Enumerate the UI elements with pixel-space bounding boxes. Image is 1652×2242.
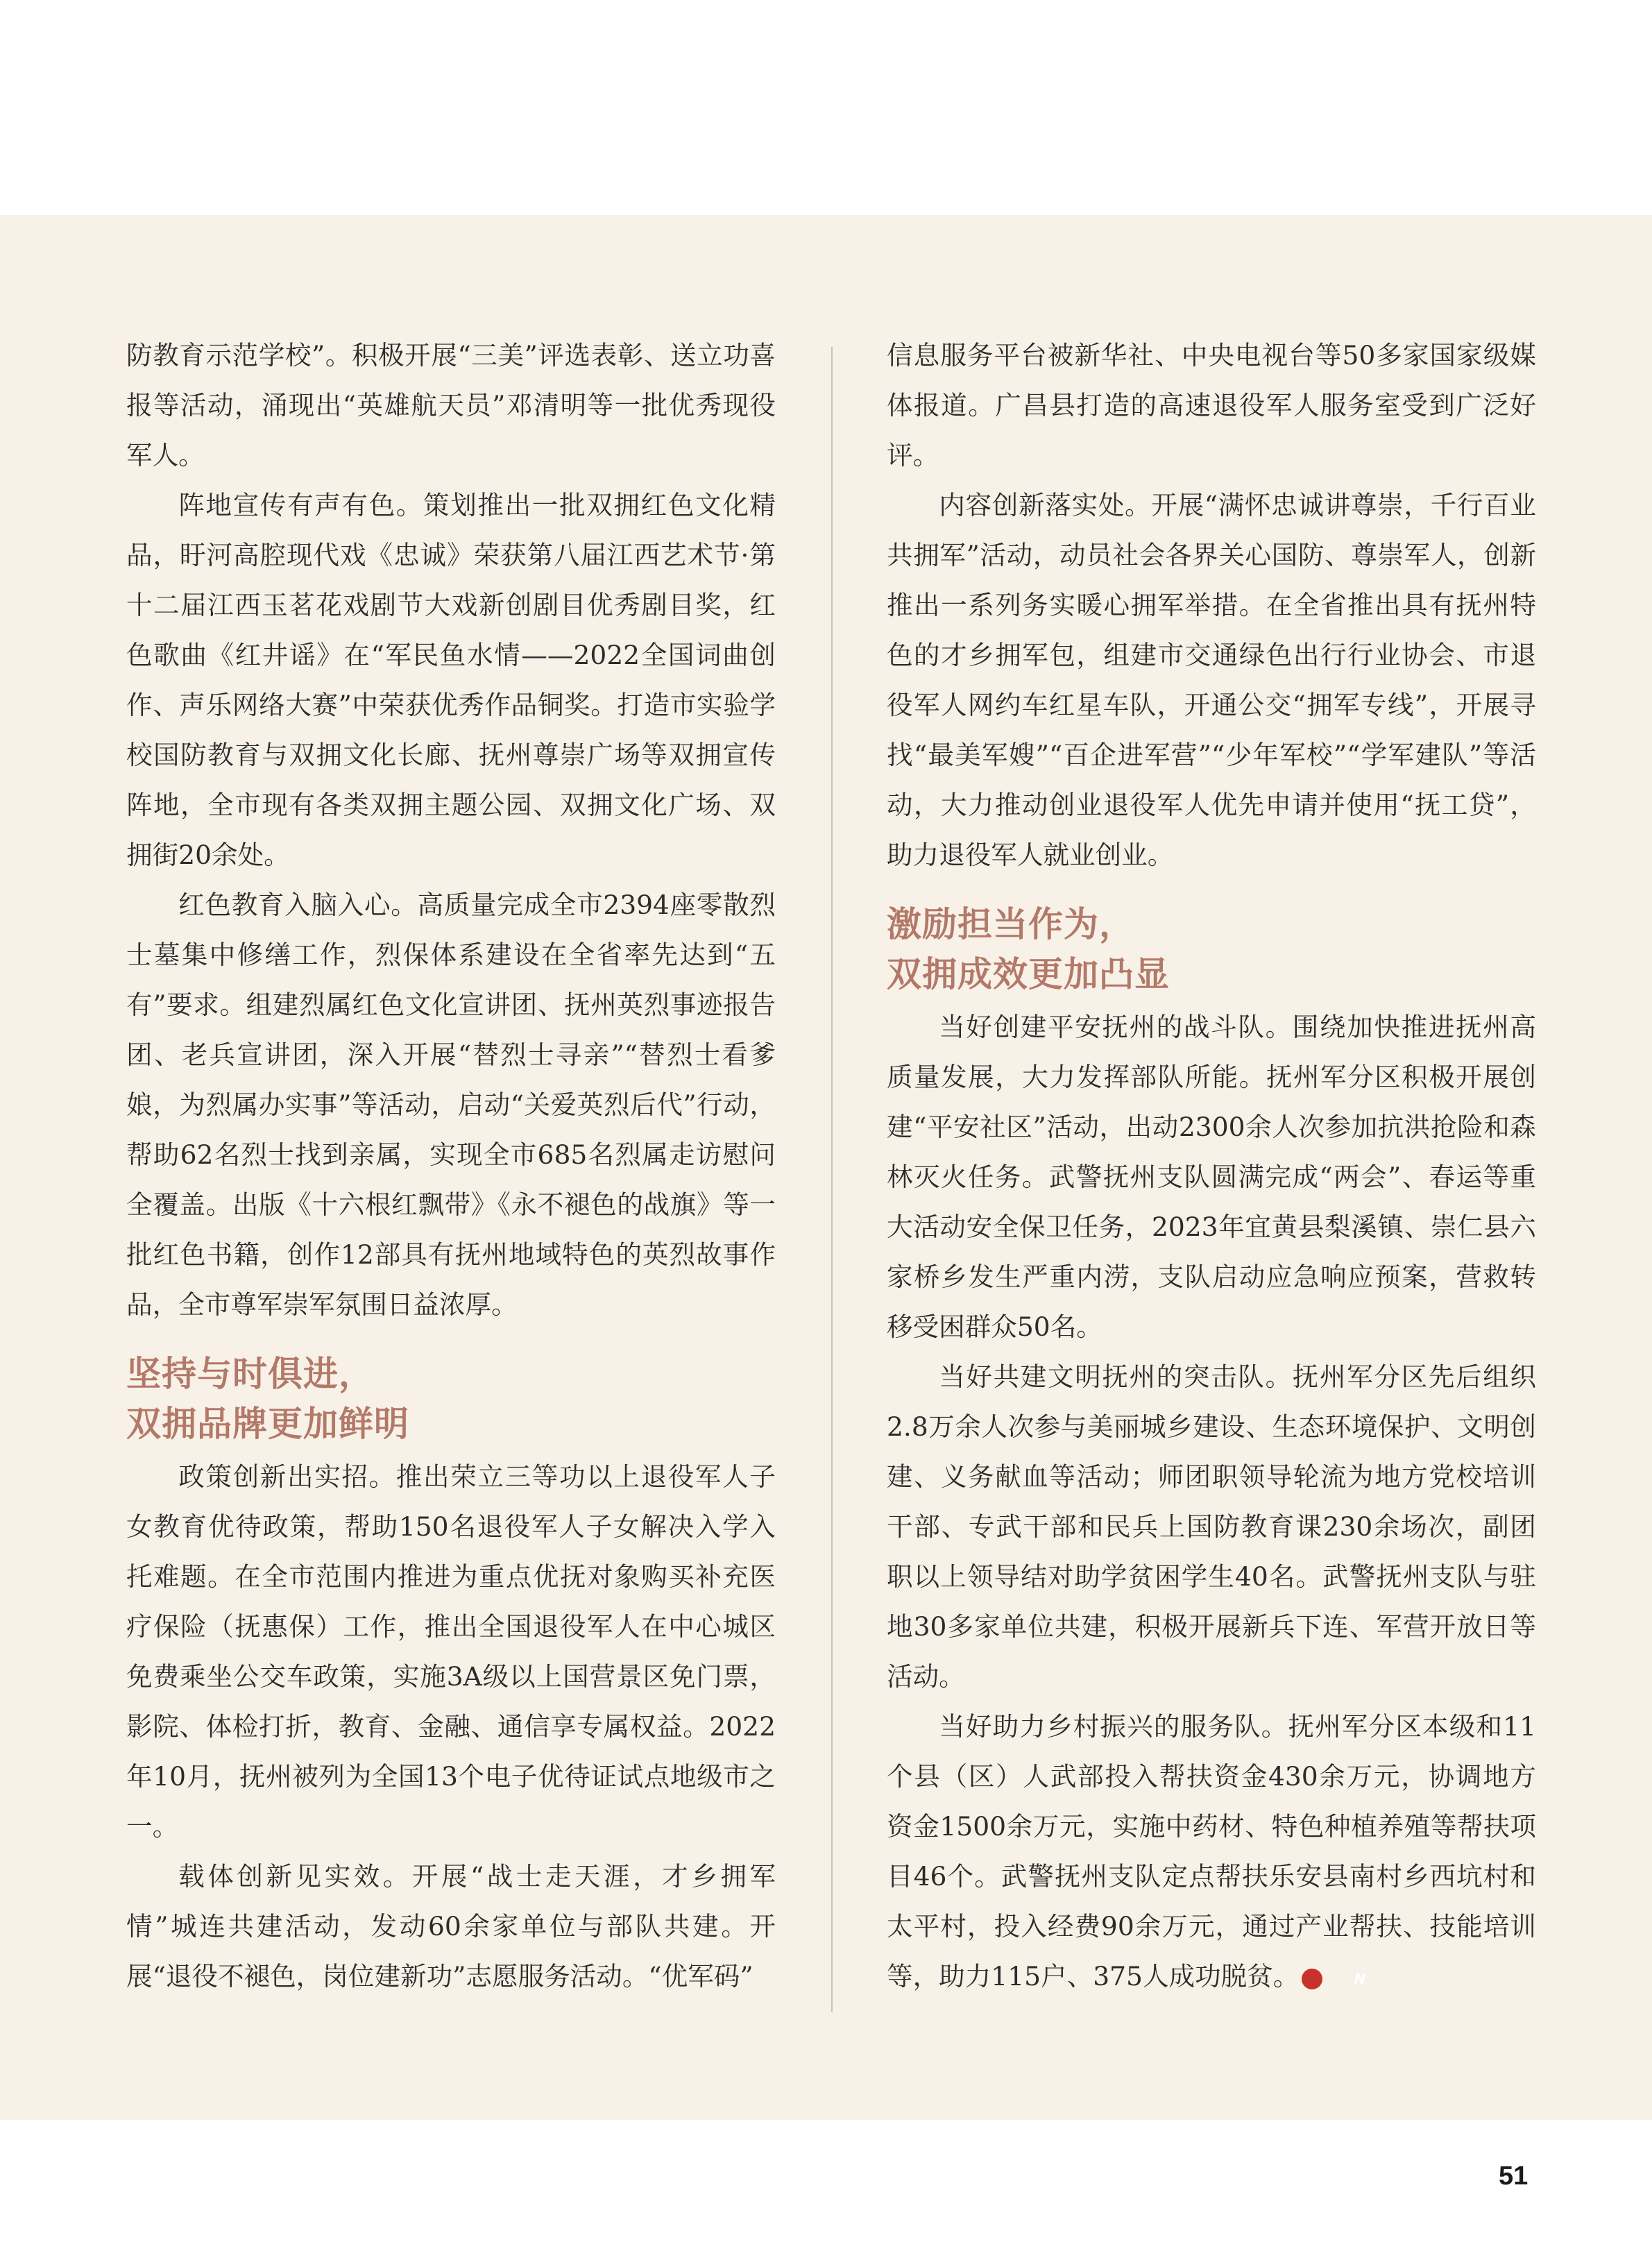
paragraph: 当好创建平安抚州的战斗队。围绕加快推进抚州高质量发展，大力发挥部队所能。抚州军分区积极开展创建“平安社区”活动，出动2300余人次参加抗洪抢险和森林灭火任务。武警抚州支队圆满完成“两会”、春运等重大活动安全保卫任务，2023年宜黄县梨溪镇、崇仁县六家桥乡发生严重内涝，支队启动应急响应预案，营救转移受困群众50名。 (887, 1012, 1536, 1342)
paragraph: 阵地宣传有声有色。策划推出一批双拥红色文化精品，盱河高腔现代戏《忠诚》荣获第八届江西艺术节·第十二届江西玉茗花戏剧节大戏新创剧目优秀剧目奖，红色歌曲《红井谣》在“军民鱼水情——2022全国词曲创作、声乐网络大赛”中荣获优秀作品铜奖。打造市实验学校国防教育与双拥文化长廊、抚州尊崇广场等双拥宣传阵地，全市现有各类双拥主题公园、双拥文化广场、双拥街20余处。 (126, 490, 776, 870)
section-heading (887, 899, 1536, 999)
section-heading-line: 双拥品牌更加鲜明 (126, 1404, 409, 1444)
section-heading-line: 激励担当作为， (887, 904, 1134, 944)
page-number: 51 (1499, 2162, 1528, 2191)
section-heading (126, 1349, 776, 1449)
paragraph-text: 当好助力乡村振兴的服务队。抚州军分区本级和11个县（区）人武部投入帮扶资金430余万元，协调地方资金1500余万元，实施中药材、特色种植养殖等帮扶项目46个。武警抚州支队定点帮扶乐安县南村乡西坑村和太平村，投入经费90余万元，通过产业帮扶、技能培训等，助力115户、375人成功脱贫。 (887, 1711, 1536, 1992)
paragraph: 当好共建文明抚州的突击队。抚州军分区先后组织2.8万余人次参与美丽城乡建设、生态环境保护、文明创建、义务献血等活动；师团职领导轮流为地方党校培训干部、专武干部和民兵上国防教育课230余场次，副团职以上领导结对助学贫困学生40名。武警抚州支队与驻地30多家单位共建，积极开展新兵下连、军营开放日等活动。 (887, 1361, 1536, 1692)
paragraph: 政策创新出实招。推出荣立三等功以上退役军人子女教育优待政策，帮助150名退役军人子女解决入学入托难题。在全市范围内推进为重点优抚对象购买补充医疗保险（抚惠保）工作，推出全国退役军人在中心城区免费乘坐公交车政策，实施3A级以上国营景区免门票，影院、体检打折，教育、金融、通信享专属权益。2022年10月，抚州被列为全国13个电子优待证试点地级市之一。 (126, 1461, 776, 1842)
paragraph: 信息服务平台被新华社、中央电视台等50多家国家级媒体报道。广昌县打造的高速退役军人服务室受到广泛好评。 (887, 340, 1536, 470)
section-heading-line: 双拥成效更加凸显 (887, 954, 1170, 994)
end-mark-icon: N (1302, 1969, 1322, 1989)
paragraph: 防教育示范学校”。积极开展“三美”评选表彰、送立功喜报等活动，涌现出“英雄航天员”邓清明等一批优秀现役军人。 (126, 340, 776, 470)
paragraph: 红色教育入脑入心。高质量完成全市2394座零散烈士墓集中修缮工作，烈保体系建设在全省率先达到“五有”要求。组建烈属红色文化宣讲团、抚州英烈事迹报告团、老兵宣讲团，深入开展“替烈士寻亲”“替烈士看爹娘，为烈属办实事”等活动，启动“关爱英烈后代”行动，帮助62名烈士找到亲属，实现全市685名烈属走访慰问全覆盖。出版《十六根红飘带》《永不褪色的战旗》等一批红色书籍，创作12部具有抚州地域特色的英烈故事作品，全市尊军崇军氛围日益浓厚。 (126, 890, 776, 1320)
paragraph: 内容创新落实处。开展“满怀忠诚讲尊崇，千行百业共拥军”活动，动员社会各界关心国防、尊崇军人，创新推出一系列务实暖心拥军举措。在全省推出具有抚州特色的才乡拥军包，组建市交通绿色出行行业协会、市退役军人网约车红星车队，开通公交“拥军专线”，开展寻找“最美军嫂”“百企进军营”“少年军校”“学军建队”等活动，大力推动创业退役军人优先申请并使用“抚工贷”，助力退役军人就业创业。 (887, 490, 1536, 870)
column-divider (831, 347, 833, 2012)
right-column (887, 330, 1536, 2001)
section-heading-line: 坚持与时俱进， (126, 1354, 374, 1394)
paragraph (887, 1701, 1536, 2001)
left-column (126, 330, 776, 2001)
paragraph: 载体创新见实效。开展“战士走天涯，才乡拥军情”城连共建活动，发动60余家单位与部队共建。开展“退役不褪色，岗位建新功”志愿服务活动。“优军码” (126, 1861, 776, 1992)
